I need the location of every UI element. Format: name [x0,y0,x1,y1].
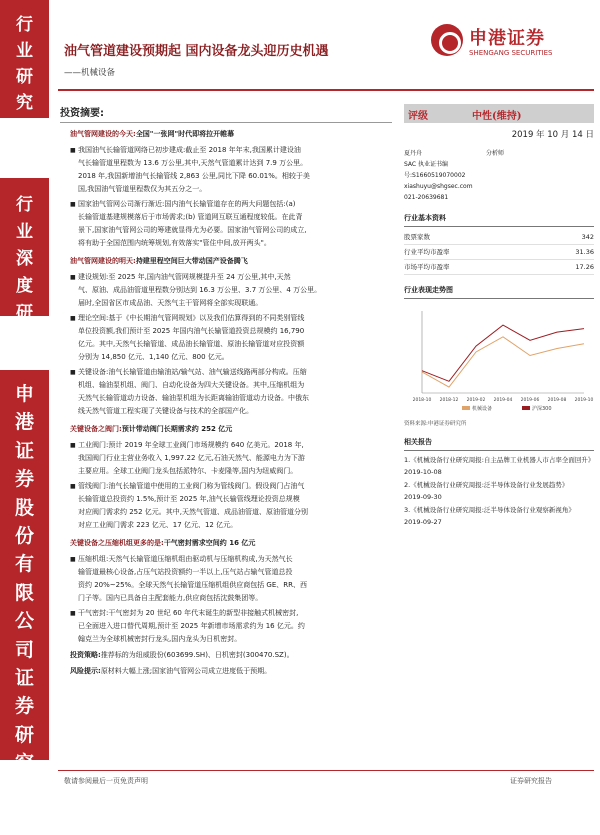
rating-label: 评级 [408,111,428,122]
sidebar-char: 研 [16,303,33,323]
right-column [404,104,594,528]
paragraph-line: 资约 20%~25%。全球天然气长输管道压缩机组供应商包括 GE、RR、西 [78,581,308,589]
related-report-date: 2019-09-27 [404,517,442,526]
section-heading-rest: 干气密封需求空间约 16 亿元 [163,539,256,547]
risk-warning-label: 风险提示: [70,667,101,675]
main-content [60,104,392,677]
sidebar-industry-deep-research [0,178,49,350]
x-tick-label: 2019-10 [574,398,594,403]
basic-info-label: 行业平均市盈率 [404,248,450,256]
paragraph-line: 将有助于全国范围内统筹规划,有效落实"管住中间,放开两头"。 [78,239,271,247]
sidebar-char: 业 [16,41,33,61]
sidebar-char: 研 [14,723,34,746]
paragraph-line: 输管道最核心设备,占压气站投资额约一半以上,压气站占输气管道总投 [78,568,293,576]
paragraph-line: 亿元。其中,天然气长输管道、成品油长输管道、原油长输管道对应投资额 [78,340,305,348]
analyst-row [404,159,594,181]
basic-info-value: 31.36 [575,248,594,256]
footer-disclaimer: 敬请参阅最后一页免责声明 [64,777,148,785]
paragraph-line: 长输管道基建规模落后于市场需求;(b) 管道网互联互通程度较低。在此背 [78,213,303,221]
paragraph-line: 我国阀门行业主营业务收入 1,997.22 亿元,石油天然气、能源电力为下游 [78,454,305,462]
bullet-paragraph [60,144,392,196]
x-tick-label: 2018-10 [412,398,432,403]
paragraph-line: 翰克兰为全球机械密封行龙头,国内龙头为日机密封。 [78,635,242,643]
paragraph-line: 干气密封:干气密封为 20 世纪 60 年代末诞生的新型非接触式机械密封, [78,609,299,617]
paragraph-line: 长输管道总投资约 1.5%,预计至 2025 年,油气长输管线理论投资总规模 [78,495,300,503]
sidebar-char: 研 [16,67,33,87]
paragraph-line: 理论空间:基于《中长期油气管网规划》以及我们估算得到的不同类别管线 [78,314,305,322]
sidebar-char: 深 [16,249,33,269]
paragraph-line: 届时,全国省区市成品油、天然气主干管网将全部实现联通。 [78,299,263,307]
analyst-field: 夏丹舟 [404,150,423,157]
bullet-square-icon: ■ [70,610,76,617]
basic-info-title: 行业基本资料 [404,213,594,227]
section-heading-lead: 油气管网建设的明天: [70,257,136,265]
bullet-square-icon: ■ [70,147,76,154]
legend-label-1: 沪深300 [532,406,552,412]
summary-sections [60,129,392,646]
report-title: 油气管道建设预期起 国内设备龙头迎历史机遇 [64,44,329,59]
x-tick-label: 2018-12 [439,398,459,403]
analyst-row [404,192,594,203]
sidebar-char: 究 [16,93,33,113]
sidebar-char: 券 [14,695,34,718]
analyst-field: xiashuyu@shgsec.com [404,183,473,190]
basic-info-row [404,245,594,260]
basic-info-row [404,230,594,245]
related-report-title: 3.《机械设备行业研究周报:泛半导体设备行业观察新视角》 [404,506,575,514]
sidebar-char: 行 [16,195,33,215]
section-heading [70,538,392,549]
performance-chart [404,305,594,415]
bullet-square-icon: ■ [70,274,76,281]
basic-info-row [404,260,594,275]
sidebar-char: 报 [14,780,34,803]
paragraph-line: 对应阀门需求约 252 亿元。其中,天然气管道、成品油管道、原油管道分别 [78,508,309,516]
series-line-1 [422,325,584,381]
analyst-row [404,148,594,159]
paragraph-line: 压缩机组:天然气长输管道压缩机组由驱动机与压缩机构成,为天然气长 [78,555,293,563]
sidebar-char: 究 [14,752,34,775]
analyst-field: 分析师 [486,150,505,157]
sidebar-char: 限 [14,581,34,604]
section-heading [70,129,392,140]
analyst-row [404,181,594,192]
analyst-field: 021-20639681 [404,194,449,201]
rating-value: 中性(维持) [472,111,522,122]
investment-strategy-text: 推荐标的为纽威股份(603699.SH)、日机密封(300470.SZ)。 [100,651,294,659]
sidebar-char: 告 [14,809,34,832]
related-report-title: 2.《机械设备行业研究周报:泛半导体设备行业发展趋势》 [404,481,569,489]
sidebar-char: 港 [14,411,34,434]
sidebar-char: 份 [14,525,34,548]
related-report-item[interactable] [404,480,594,503]
performance-chart-title: 行业表现走势图 [404,285,594,299]
section-heading-rest: 全国"一张网"时代即将拉开帷幕 [135,130,235,138]
section-heading [70,256,392,267]
logo-icon [431,24,463,56]
paragraph-line: 对应工业阀门需求 223 亿元、17 亿元、12 亿元。 [78,521,238,529]
basic-info-table [404,230,594,275]
investment-strategy-label: 投资策略: [70,651,101,659]
brand-logo [423,21,583,71]
performance-chart-svg [404,305,594,415]
analyst-field: SAC 执业证书编号:S1660519070002 [404,161,466,179]
footer-report-type: 证券研究报告 [510,777,552,785]
related-reports-title: 相关报告 [404,437,594,451]
x-tick-label: 2019-04 [493,398,513,403]
basic-info-label: 市场平均市盈率 [404,263,450,271]
risk-warning [70,665,392,677]
logo-text-en: SHENGANG SECURITIES [469,49,553,57]
paragraph-line: 气长输管道里程数为 13.6 万公里,其中,天然气管道累计达到 7.9 万公里。 [78,159,308,167]
paragraph-line: 气、原油、成品油管道里程数分别达到 16.3 万公里、3.7 万公里、4 万公里。 [78,286,322,294]
bullet-paragraph [60,607,392,646]
sidebar-char: 公 [14,610,34,633]
footer-divider [58,770,594,771]
report-date: 2019 年 10 月 14 日 [511,130,594,140]
section-heading-lead: 关键设备之压缩机组更多的是: [70,539,164,547]
sidebar-char: 股 [14,496,34,519]
paragraph-line: 2018 年,我国新增油气长输管线 2,863 公里,同比下降 60.01%。相较于美 [78,172,310,180]
paragraph-line: 关键设备:油气长输管道由输油站/输气站、油气输送线路两部分构成。压缩 [78,368,307,376]
sidebar-char: 证 [14,667,34,690]
sidebar-char: 究 [16,330,33,350]
paragraph-line: 我国油气长输管道网络已初步建成:截止至 2018 年年末,我国累计建设油 [78,146,301,154]
bullet-square-icon: ■ [70,369,76,376]
bullet-square-icon: ■ [70,556,76,563]
bullet-paragraph [60,366,392,418]
section-heading-lead: 关键设备之阀门: [70,425,122,433]
bullet-square-icon: ■ [70,442,76,449]
related-report-date: 2019-10-08 [404,467,442,476]
legend-swatch-1 [522,406,530,410]
risk-warning-text: 原材料大幅上涨;国家油气管网公司成立进度低于预期。 [100,667,272,675]
basic-info-value: 17.26 [575,263,594,271]
sidebar-char: 行 [16,15,33,35]
bullet-square-icon: ■ [70,201,76,208]
bullet-square-icon: ■ [70,315,76,322]
sidebar-char: 申 [14,383,34,405]
series-line-0 [422,337,584,387]
basic-info-value: 342 [581,233,594,241]
bullet-paragraph [60,480,392,532]
bullet-paragraph [60,312,392,364]
related-report-item[interactable] [404,455,594,478]
sidebar-char: 证 [14,439,34,462]
paragraph-line: 分别为 14,850 亿元、1,140 亿元、800 亿元。 [78,353,229,361]
x-tick-label: 2019-08 [547,398,567,403]
related-report-date: 2019-09-30 [404,492,442,501]
x-tick-label: 2019-02 [466,398,486,403]
bullet-square-icon: ■ [70,483,76,490]
basic-info-label: 股票家数 [404,233,430,241]
paragraph-line: 国家油气管网公司渐行渐近:国内油气长输管道存在的两大问题包括:(a) [78,200,296,208]
sidebar-char: 度 [16,276,33,296]
summary-heading: 投资摘要: [60,104,392,123]
sidebar-char: 有 [14,553,34,576]
rating-bar [404,104,594,123]
paragraph-line: 工业阀门:预计 2019 年全球工业阀门市场规模约 640 亿美元。2018 年, [78,441,304,449]
section-heading [70,424,392,435]
related-report-title: 1.《机械设备行业研究周报:自主品牌工业机器人市占率全面回升》 [404,456,595,464]
sidebar-company-name [0,370,49,832]
sidebar-char: 券 [14,468,34,491]
paragraph-line: 管线阀门:油气长输管道中使用的工业阀门称为管线阀门。假设阀门占油气 [78,482,305,490]
paragraph-line: 国,我国油气管道里程数仅为其五分之一。 [78,185,207,193]
bullet-paragraph [60,553,392,605]
legend-swatch-0 [462,406,470,410]
legend-label-0: 机械设备 [472,406,493,412]
related-reports-list [404,455,594,528]
bullet-paragraph [60,198,392,250]
sidebar [0,0,49,832]
report-subtitle: ——机械设备 [64,68,116,78]
paragraph-line: 已全面进入进口替代周期,预计至 2025 年新增市场需求约为 16 亿元。约 [78,622,305,630]
paragraph-line: 主要应用。全球工业阀门龙头包括派特尔、卡麦隆等,国内为纽威阀门。 [78,467,298,475]
section-heading-lead: 油气管网建设的今天: [70,130,136,138]
related-report-item[interactable] [404,505,594,528]
x-tick-label: 2019-06 [520,398,540,403]
bullet-paragraph [60,439,392,478]
section-heading-rest: 预计带动阀门长期需求约 252 亿元 [121,425,233,433]
chart-source: 资料来源:申港证券研究所 [404,421,467,427]
paragraph-line: 线天然气管道工程实现了关键设备与技术的全部国产化。 [78,407,253,415]
header-divider [58,89,594,91]
paragraph-line: 景下,国家油气管网公司的筹建就显得尤为必要。国家油气管网公司的成立, [78,226,307,234]
paragraph-line: 门子等。国内已具备自主配套能力,供应商包括沈鼓集团等。 [78,594,263,602]
paragraph-line: 机组、输油泵机组、阀门、自动化设备为四大关键设备。其中,压缩机组为 [78,381,305,389]
sidebar-char: 业 [16,222,33,242]
sidebar-industry-research [0,0,49,118]
bullet-paragraph [60,271,392,310]
sidebar-char: 司 [14,638,34,661]
logo-text-cn: 申港证券 [469,28,545,49]
section-heading-rest: 持建里程空间巨大带动国产设备腾飞 [135,257,248,265]
analyst-info [404,148,594,203]
paragraph-line: 单位投资额,我们预计至 2025 年国内油气长输管道投资总规模约 16,790 [78,327,305,335]
paragraph-line: 天然气长输管道动力设备、输油泵机组为长距离输油管道动力设备。中俄东 [78,394,309,402]
investment-strategy [70,649,392,661]
paragraph-line: 建设规划:至 2025 年,国内油气管网规模提升至 24 万公里,其中,天然 [78,273,291,281]
